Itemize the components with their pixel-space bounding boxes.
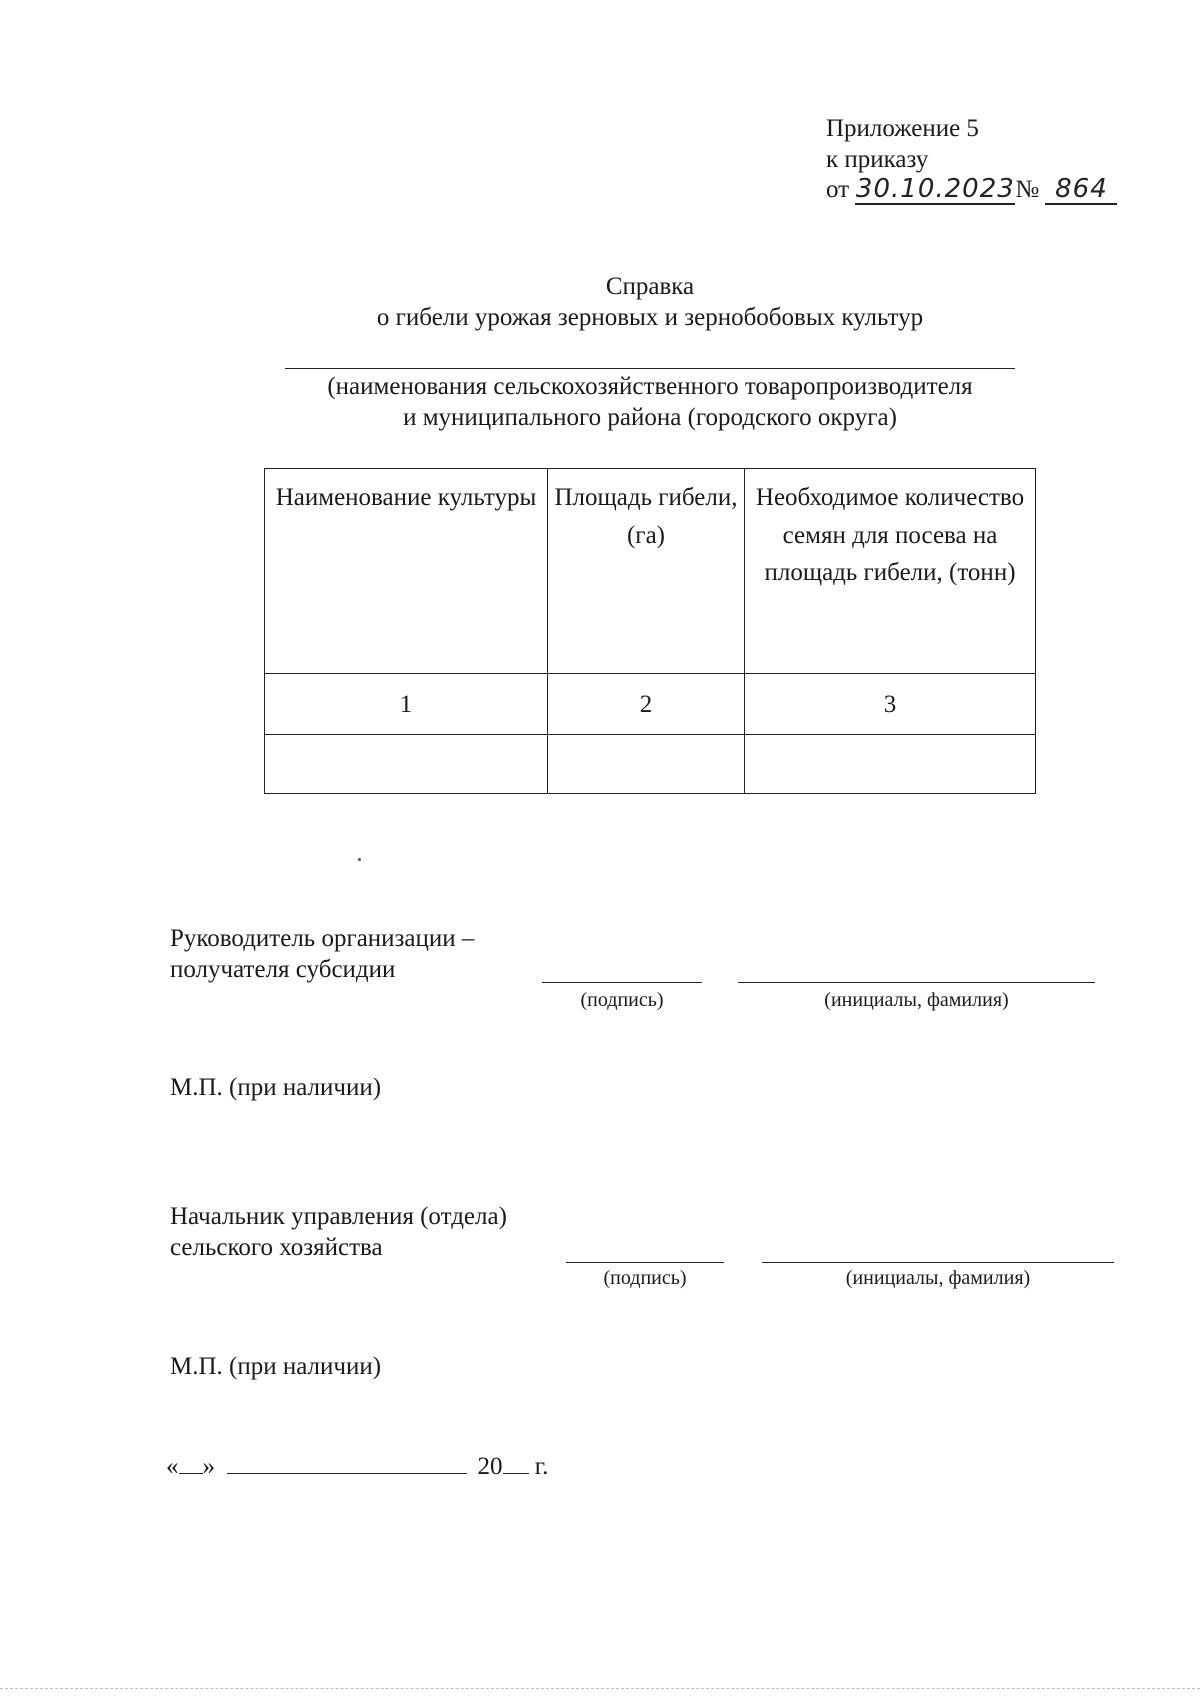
crop-loss-table bbox=[264, 468, 1036, 794]
table-cell bbox=[265, 735, 548, 794]
appendix-reference bbox=[826, 114, 1146, 206]
column-number-row bbox=[265, 674, 1036, 735]
stamp-note-1: М.П. (при наличии) bbox=[170, 1074, 382, 1101]
table-row bbox=[265, 735, 1036, 794]
header-seed-quantity: Необходимое количество семян для посева на площадь гибели, (тонн) bbox=[745, 469, 1036, 674]
agri-signature-line bbox=[566, 1262, 724, 1263]
month-blank bbox=[227, 1473, 467, 1474]
scan-edge-rule bbox=[0, 1688, 1200, 1689]
producer-name-blank-line bbox=[285, 368, 1015, 369]
producer-name-hint bbox=[250, 372, 1050, 433]
title-line-1: Справка bbox=[605, 273, 695, 300]
number-label: № bbox=[1015, 176, 1040, 203]
order-number-handwritten: 864 bbox=[1045, 176, 1117, 205]
header-loss-area: Площадь гибели, (га) bbox=[548, 469, 745, 674]
close-quote: » bbox=[202, 1453, 215, 1480]
column-number: 1 bbox=[265, 674, 548, 735]
head-name-line bbox=[738, 982, 1095, 983]
year-suffix: г. bbox=[534, 1453, 549, 1480]
document-date-line bbox=[166, 1452, 548, 1483]
agri-signature-caption: (подпись) bbox=[603, 1267, 687, 1289]
table-header-row bbox=[265, 469, 1036, 674]
table-cell bbox=[745, 735, 1036, 794]
document-title bbox=[250, 272, 1050, 333]
agri-label-line-1: Начальник управления (отдела) bbox=[170, 1203, 507, 1230]
head-name-caption: (инициалы, фамилия) bbox=[824, 989, 1009, 1011]
order-date-number-line bbox=[826, 175, 1146, 206]
appendix-number: Приложение 5 bbox=[826, 115, 979, 142]
from-label: от bbox=[826, 176, 850, 203]
agri-name-caption: (инициалы, фамилия) bbox=[845, 1267, 1031, 1289]
title-line-2: о гибели урожая зерновых и зернобобовых культур bbox=[376, 303, 924, 331]
year-prefix: 20 bbox=[477, 1453, 503, 1480]
column-number: 3 bbox=[745, 674, 1036, 735]
head-label-line-2: получателя субсидии bbox=[170, 955, 396, 983]
open-quote: « bbox=[166, 1453, 179, 1480]
order-date-handwritten: 30.10.2023 bbox=[855, 174, 1015, 204]
hint-line-2: и муниципального района (городского округа) bbox=[403, 403, 897, 431]
agri-name-line bbox=[762, 1262, 1114, 1263]
table-cell bbox=[548, 735, 745, 794]
head-signature-label bbox=[170, 924, 474, 985]
order-reference: к приказу bbox=[826, 145, 929, 173]
head-signature-caption: (подпись) bbox=[580, 989, 664, 1011]
agri-label-line-2: сельского хозяйства bbox=[170, 1233, 383, 1261]
head-label-line-1: Руководитель организации – bbox=[170, 925, 475, 952]
stamp-note-2: М.П. (при наличии) bbox=[170, 1353, 382, 1380]
column-number: 2 bbox=[548, 674, 745, 735]
agri-signature-label bbox=[170, 1202, 507, 1263]
head-signature-line bbox=[542, 982, 702, 983]
header-crop-name: Наименование культуры bbox=[265, 469, 548, 674]
scan-speck bbox=[358, 858, 361, 861]
day-blank bbox=[179, 1473, 203, 1474]
hint-line-1: (наименования сельскохозяйственного товаропроизводителя bbox=[327, 373, 973, 400]
year-blank bbox=[503, 1473, 529, 1474]
